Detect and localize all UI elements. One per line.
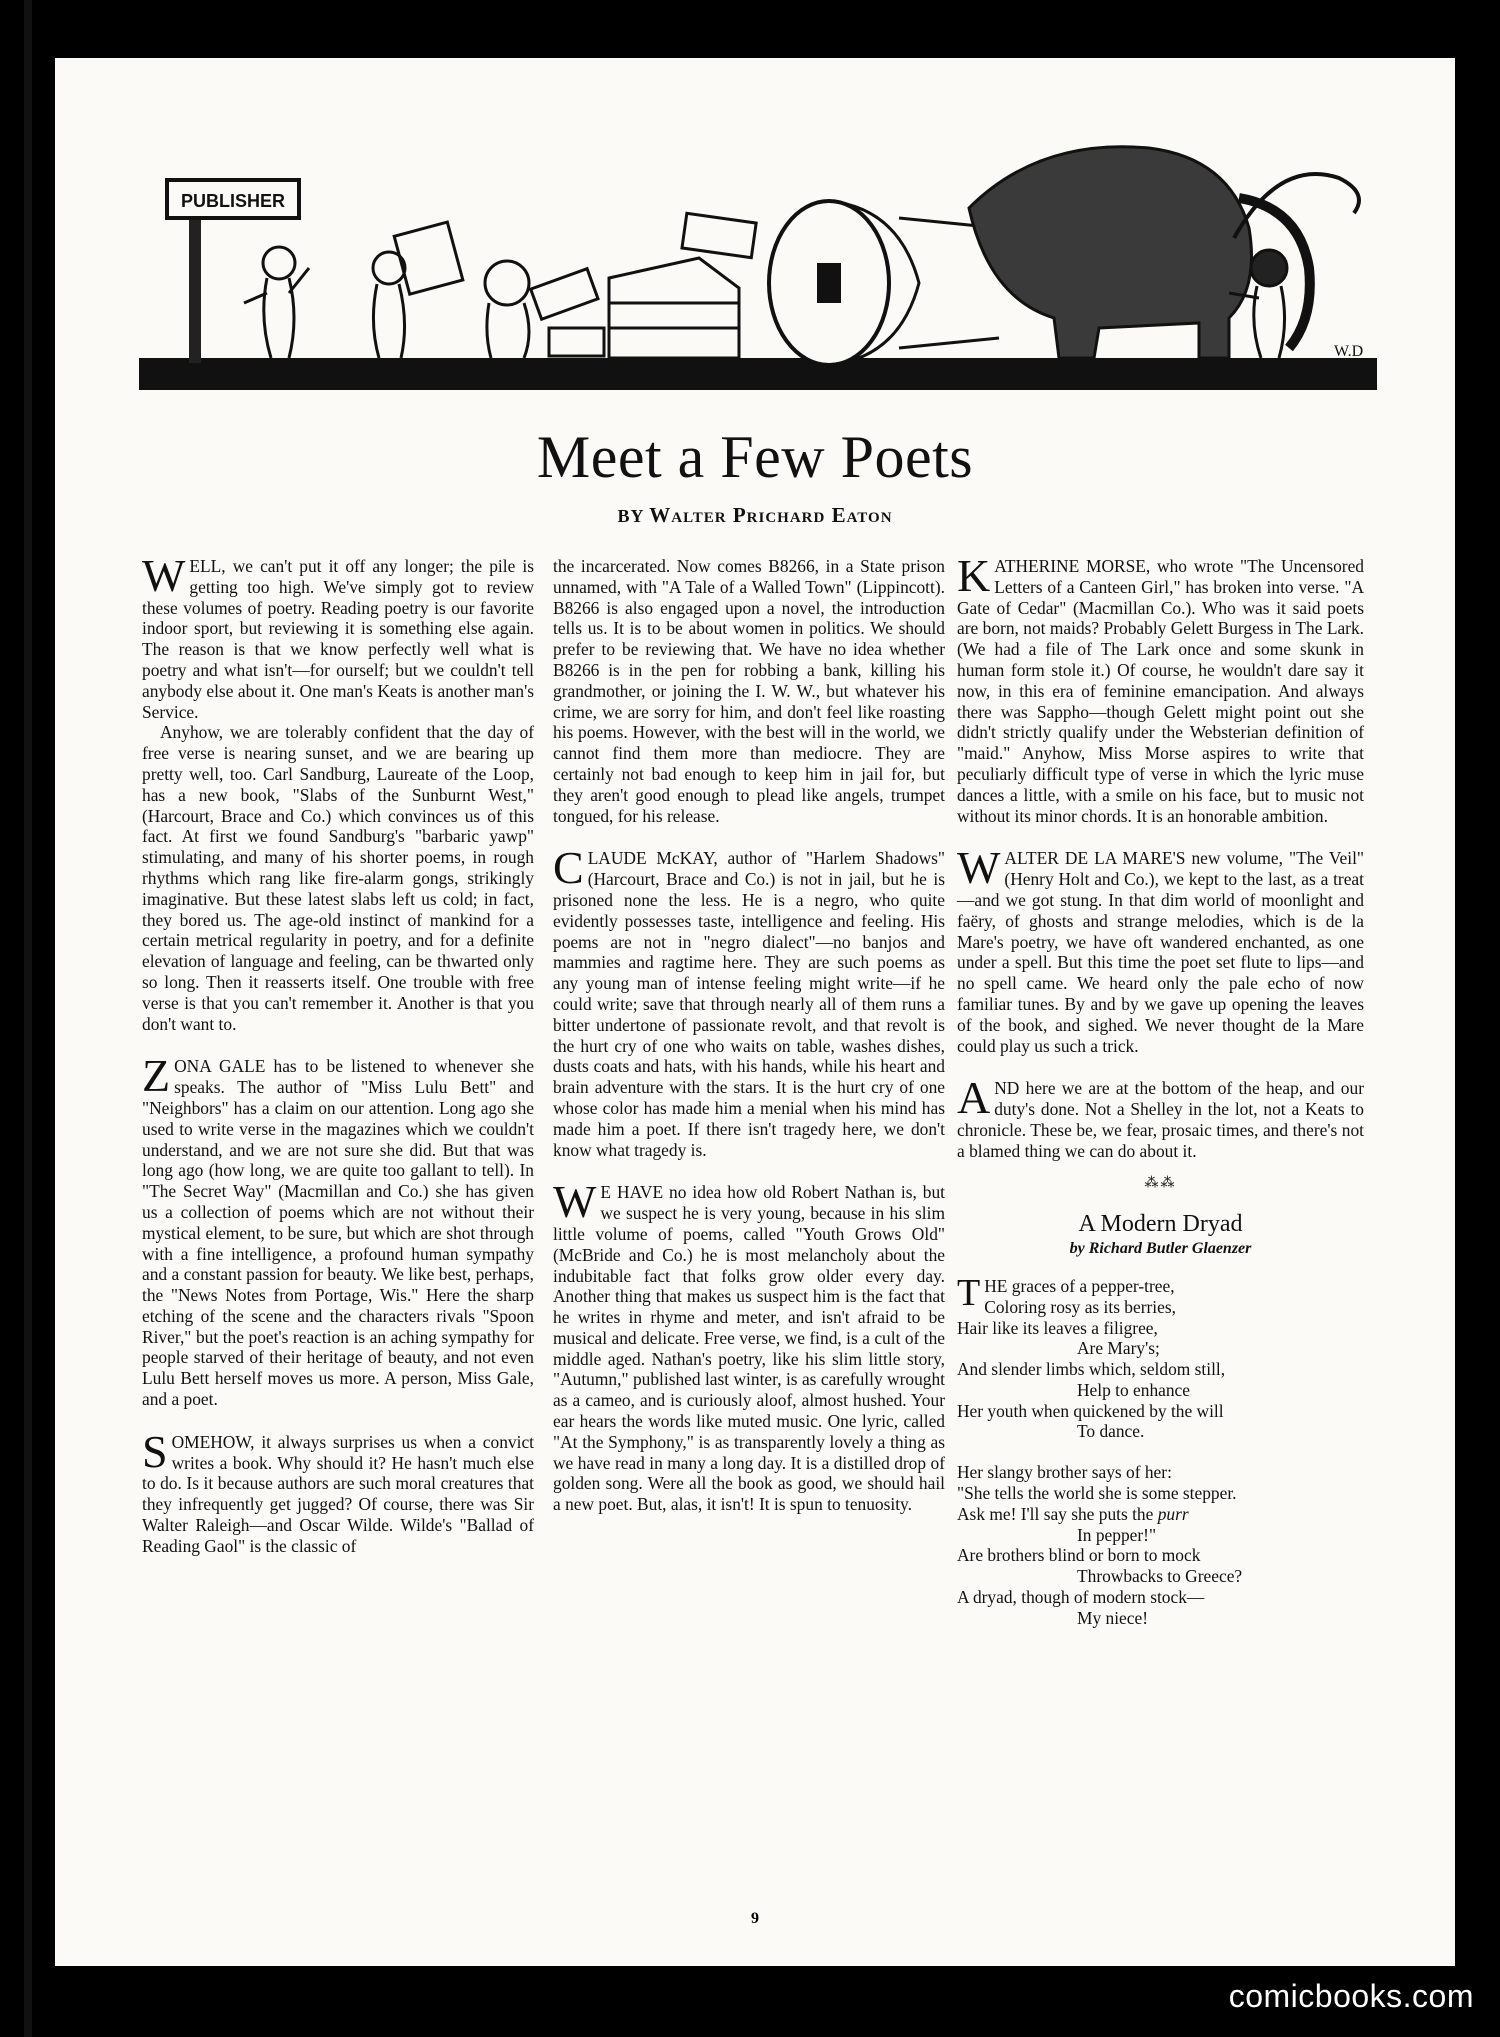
paragraph — [553, 1176, 945, 1515]
paragraph-text: ND here we are at the bottom of the heap, and our duty's done. Not a Shelley in the lot, not a Keats to chronicle. These be, we fear, prosaic times, and there's not a blamed thing we can do about it. — [957, 1078, 1364, 1161]
article-byline — [55, 503, 1455, 528]
poem-line-text: Ask me! I'll say she puts the — [957, 1503, 1158, 1524]
paragraph — [142, 1050, 534, 1410]
section-ornament: ⁂⁂ — [1144, 1175, 1177, 1191]
poem-line-italic: purr — [1157, 1503, 1189, 1524]
mammoth — [969, 147, 1359, 358]
paragraph — [142, 550, 534, 722]
paragraph-text: ELL, we can't put it off any longer; the pile is getting too high. We've simply got to review these volumes of poetry. Reading poetry is our favorite indoor sport, but reviewing it is something else again. The reason is that we know perfectly well what is poetry and what isn't—for ourself; but we couldn't tell anybody else about it. One man's Keats is another man's Service. — [142, 556, 534, 722]
paragraph-text: OMEHOW, it always surprises us when a convict writes a book. Why should it? He hasn't much else to do. Is it because authors are such moral creatures that they infrequently get jugged? Of course, there was Sir Walter Raleigh—and Oscar Wilde. Wilde's "Ballad of Reading Gaol" is the classic of — [142, 1431, 534, 1556]
magazine-page — [55, 58, 1455, 1966]
paragraph-text: ALTER DE LA MARE'S new volume, "The Veil" (Henry Holt and Co.), we kept to the last, as a treat—and we got stung. In that dim world of moonlight and faëry, of ghosts and strange melodies, which is de la Mare's poetry, we have oft wandered enchanted, as one under a spell. But this time the poet set flute to lips—and no spell came. We heard only the pale echo of now familiar tunes. By and by we gave up opening the leaves of the book, and sighed. We never thought de la Mare could play us such a trick. — [957, 848, 1364, 1056]
header-illustration — [139, 118, 1377, 398]
poem-line: Her slangy brother says of her: — [957, 1462, 1172, 1483]
column-3 — [957, 550, 1364, 1629]
column-2 — [553, 556, 945, 1515]
paragraph-text: ONA GALE has to be listened to whenever she speaks. The author of "Miss Lulu Bett" and "Neighbors" has a claim on our attention. Long ago she used to write verse in the magazines which we couldn't understand, and we are not sure she did. But that was long ago (how long, we are quite too gallant to tell). In "The Secret Way" (Macmillan and Co.) she has given us a collection of poems which are not without their mystical element, to be sure, but which are shot through with a fine intelligence, a profound human sympathy and a constant passion for beauty. We like best, perhaps, the "News Notes from Portage, Wis." Here the sharp etching of the scene and the characters rivals "Spoon River," but the poet's reaction is an aching sympathy for people starved of their heritage of beauty, and not even Lulu Bett herself moves us more. A person, Miss Gale, and a poet. — [142, 1056, 534, 1410]
drop-cap: S — [142, 1425, 168, 1477]
paragraph — [957, 1072, 1364, 1161]
drop-cap: Z — [142, 1050, 171, 1102]
poem-line: Are brothers blind or born to mock — [957, 1545, 1201, 1566]
byline-author: Walter Prichard Eaton — [649, 503, 893, 527]
poem-line: Help to enhance — [1077, 1379, 1190, 1400]
book-stacks — [609, 213, 756, 358]
drop-cap: W — [142, 550, 186, 601]
poem-line: Hair like its leaves a filigree, — [957, 1317, 1158, 1338]
page-number: 9 — [751, 1910, 759, 1927]
spine-edge — [24, 0, 32, 2037]
poem-title: A Modern Dryad — [1078, 1211, 1243, 1238]
poem-line: Are Mary's; — [1077, 1338, 1160, 1359]
paragraph — [142, 1425, 534, 1557]
poem-line: Coloring rosy as its berries, — [984, 1296, 1176, 1317]
poem-stanza-1 — [957, 1271, 1364, 1442]
poem-line: And slender limbs which, seldom still, — [957, 1359, 1226, 1380]
drop-cap: W — [957, 842, 1001, 894]
ground-strip — [139, 358, 1377, 390]
poem-line: A dryad, though of modern stock— — [957, 1587, 1205, 1608]
column-1 — [142, 550, 534, 1557]
paragraph-text: E HAVE no idea how old Robert Nathan is, but we suspect he is very young, because in his slim little volume of poems, called "Youth Grows Old" (McBride and Co.) he is most melancholy about the indubitable fact that folks grow older every day. Another thing that makes us suspect him is the fact that he writes in rhyme and meter, and isn't afraid to be musical and delicate. Free verse, we find, is a cult of the middle aged. Nathan's poetry, like his slim little story, "Autumn," published last winter, is as carefully wrought as a cameo, and is curiously aloof, almost hushed. Your ear hears the words like muted music. One lyric, called "At the Symphony," is as transparently lovely a thing as we have read in many a long day. It is a distilled drop of golden song. Were all the book as good, we should hail a new poet. But, alas, it isn't! It is spun to tenuosity. — [553, 1182, 945, 1515]
poem-line: Her youth when quickened by the will — [957, 1400, 1224, 1421]
drop-cap: A — [957, 1072, 991, 1124]
paragraph — [957, 550, 1364, 826]
watermark: comicbooks.com — [1228, 1978, 1474, 2014]
poem-stanza-2 — [957, 1462, 1364, 1628]
book-carrier-figures — [244, 222, 604, 358]
paragraph-text: ATHERINE MORSE, who wrote "The Uncensored Letters of a Canteen Girl," has broken into verse. "A Gate of Cedar" (Macmillan Co.). Who was it said poets are born, not maids? Probably Gelett Burgess in The Lark. (We had a file of The Lark once and some skunk in human form stole it.) Of course, he wouldn't dare say it now, in this era of feminine emancipation. And always there was Sappho—though Gelett might point out she didn't strictly qualify under the Websterian definition of "maid." Anyhow, Miss Morse aspires to write that peculiarly difficult type of verse in which the lyric muse dances a little, with a smile on his face, but to music not without its minor chords. It is an honorable ambition. — [957, 556, 1364, 826]
paragraph: the incarcerated. Now comes B8266, in a State prison unnamed, with "A Tale of a Walled Town" (Lippincott). B8266 is also engaged upon a novel, the introduction tells us. It is to be about women in politics. We should prefer to be reviewing that. We have no idea whether B8266 is in the pen for robbing a bank, killing his grandmother, or joining the I. W. W., but whatever his crime, we are sorry for him, and don't feel like roasting his poems. However, with the best will in the world, we cannot find them more than mediocre. They are certainly not bad enough to keep him in jail for, but they aren't good enough to plead like angels, trumpet tongued, for his release. — [553, 556, 945, 826]
poem-line: Throwbacks to Greece? — [1077, 1566, 1243, 1587]
artist-signature: W.D — [1334, 343, 1364, 360]
poem-line: To dance. — [1077, 1421, 1145, 1442]
poem-line: In pepper!" — [1077, 1524, 1157, 1545]
drop-cap: T — [957, 1271, 981, 1314]
drop-cap: K — [957, 550, 991, 601]
drop-cap: C — [553, 842, 584, 894]
poem-line-text: HE graces of a pepper-tree, — [984, 1275, 1175, 1296]
paragraph-text: LAUDE McKAY, author of "Harlem Shadows" (Harcourt, Brace and Co.) is not in jail, but he is prisoned none the less. He is a negro, who quite evidently possesses taste, intelligence and feeling. His poems are not in "negro dialect"—no banjos and mammies and ragtime here. They are such poems as any young man of intense feeling might write—if he could write; save that through nearly all of them runs a bitter undertone of passionate revolt, and that revolt is the hurt cry of one who waits on table, washes dishes, dusts coats and hats, with his hands, while his heart and brain adventure with the stars. It is the hurt cry of one whose color has made him a menial when his mind has made him a poet. If there isn't tragedy here, we don't know what tragedy is. — [553, 848, 945, 1160]
poem-line: "She tells the world she is some stepper. — [957, 1483, 1237, 1504]
paragraph: Anyhow, we are tolerably confident that the day of free verse is nearing sunset, and we are bearing up pretty well, too. Carl Sandburg, Laureate of the Loop, has a new book, "Slabs of the Sunburnt West," (Harcourt, Brace and Co.) which convinces us of this fact. At first we found Sandburg's "barbaric yawp" stimulating, and many of his shorter poems, in rough rhythms which rang like fire-alarm gongs, strikingly imaginative. But these latest slabs left us cold; in fact, they bored us. The age-old instinct of mankind for a certain metrical regularity in poetry, and for a definite elevation of language and feeling, can be thwarted only so long. Then it reasserts itself. One trouble with free verse is that you can't remember it. Another is that you don't want to. — [142, 722, 534, 1034]
publisher-sign — [167, 180, 299, 363]
poem-line: My niece! — [1077, 1607, 1148, 1628]
paragraph — [957, 842, 1364, 1056]
drop-cap: W — [553, 1176, 597, 1228]
poem-line — [957, 1504, 1364, 1525]
publisher-sign-text: PUBLISHER — [180, 191, 286, 211]
stone-roller — [769, 201, 999, 365]
byline-prefix: BY — [617, 506, 644, 526]
paragraph — [553, 842, 945, 1160]
poem-author: by Richard Butler Glaenzer — [1069, 1240, 1252, 1258]
article-title: Meet a Few Poets — [536, 424, 974, 490]
